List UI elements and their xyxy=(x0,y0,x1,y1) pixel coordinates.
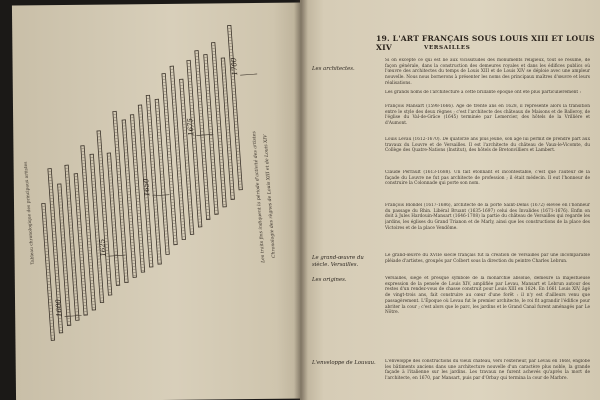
margin-note-architects: Les architectes. xyxy=(312,66,355,72)
timeline-year-label: 1650 xyxy=(142,178,152,197)
timeline-bar xyxy=(122,120,136,278)
timeline-bar xyxy=(155,99,169,254)
timeline-bar xyxy=(228,25,243,189)
timeline-year-label: 1700 xyxy=(229,57,240,76)
margin-note-levau: L'enveloppe de Louvau. xyxy=(312,360,376,366)
timeline-year-tick xyxy=(152,195,169,196)
timeline-chart xyxy=(14,4,304,400)
paragraph-origins: Versailles, siège et presque symbole de la monarchie absolue, demeure la majestueuse expression de la pensée de Louis XIV, amplifiée par Levau, Mansart et Lebrun autour des restes d'un rendez-vous de chasse construit pour Louis XIII en 1624. En 1661 Louis XIV, âgé de vingt-trois ans, fait construire au cœur d'une forêt : il n'y est d'ailleurs venu que passagèrement. L'Époque où Levau fut le premier architecte, le roi fit agrandir l'édifice pour abriter la cour ; c'est alors que le parc, les jardins et le Grand Canal furent aménagés par Le Nôtre. xyxy=(385,276,590,316)
timeline-bar xyxy=(113,111,128,282)
paragraph-mansart: François Mansart (1598-1666). Agé de trente ans en 1628, il représente alors la transition entre le style des deux règnes ; c'est l'architecte des châteaux de Maisons et de Balleroy, de l'église du Val-de-Grâce (1645) terminée par Lemercier, des hôtels de la Vrillière et d'Aumont. xyxy=(385,104,590,127)
timeline-bar xyxy=(65,165,79,320)
timeline-bar xyxy=(81,146,96,310)
paragraph-blondel: François Blondel (1617-1686), architecte de la porte Saint-Denis (1672) élevée en l'honneur du passage du Rhin. Libéral Bruant (1635-1697) celui des Invalides (1671-1676). Enfin on doit à Jules Hardouin-Mansart (1646-1708) la partie du château de Versailles qui regarde les jardins, les églises du Grand Trianon et de Marly, ainsi que les constructions de la place des Victoires et de la place Vendôme. xyxy=(385,203,590,231)
paragraph-intro: Si on excepte ce qui est lié aux vicissitudes des monuments religieux, tout se résume, de façon générale, dans la construction des demeures royales et dans les édifices publics où l'œuvre des architectes du temps de Louis XIII et de Louis XIV se déploie avec une ampleur nouvelle. Nous nous bornerons à présenter les noms des principaux maîtres d'œuvre et leurs réalisations. xyxy=(385,58,590,86)
timeline-bar xyxy=(97,131,112,295)
timeline-bar xyxy=(42,203,55,340)
timeline-note: Les traits fins indiquent la période d'activité des artistes xyxy=(252,131,267,263)
timeline-title: Tableau chronologique des principaux artistes xyxy=(23,161,36,265)
paragraph-grand-oeuvre: Le grand-œuvre du XVIIe siècle français fut la création de Versailles par une incomparable pléiade d'artistes, groupés par Colbert sous la direction du peintre Charles Lebrun. xyxy=(385,253,590,264)
timeline-year-label: 1600 xyxy=(54,298,64,318)
timeline-bar xyxy=(211,43,226,207)
timeline-year-label: 1625 xyxy=(98,238,108,257)
timeline-bar xyxy=(221,58,234,200)
paragraph-enveloppe: L'enveloppe des constructions du vieux château, vers l'extérieur, par Levau en 1668, englobe les bâtiments anciens dans une architecture nouvelle d'un caractère plus noble, la grande façade à l'italienne sur les jardins. Les travaux ne furent achevés qu'après la mort de l'architecte, en 1670, par Mansart, puis par d'Orbay qui termina la cour de Marbre. xyxy=(385,359,590,382)
paragraph-perrault: Claude Perrault (1613-1688). Un fait étonnant et incontestable, c'est que l'auteur de la façade du Louvre ne fut pas architecte de profession ; il était médecin. Il eut l'honneur de construire la Colonnade qui porte son nom. xyxy=(385,170,590,187)
timeline-note: Chronologie des règnes de Louis XIII et de Louis XIV xyxy=(263,134,278,259)
timeline-year-label: 1675 xyxy=(186,117,196,137)
chapter-heading: 19. L'ART FRANÇAIS SOUS LOUIS XIII ET LOUIS XIV xyxy=(376,34,595,52)
paragraph-names: Les grands noms de l'architecture à cette brillante époque ont été plus particulièrement : xyxy=(385,90,581,95)
margin-note-origins: Les origines. xyxy=(312,277,347,283)
chapter-subheading: VERSAILLES xyxy=(424,45,471,51)
timeline-year-tick xyxy=(240,74,257,75)
margin-note-versailles: Le grand-œuvre du siècle. Versailles. xyxy=(312,255,364,268)
paragraph-levau: Louis Levau (1612-1670). De quatorze ans plus jeune, son âge lui permit de prendre part aux travaux du Louvre et de Versailles. Il est l'architecte du château de Vaux-le-Vicomte, du Collège des Quatre-Nations (Institut), des hôtels de Bretonvilliers et Lambert. xyxy=(385,137,590,154)
